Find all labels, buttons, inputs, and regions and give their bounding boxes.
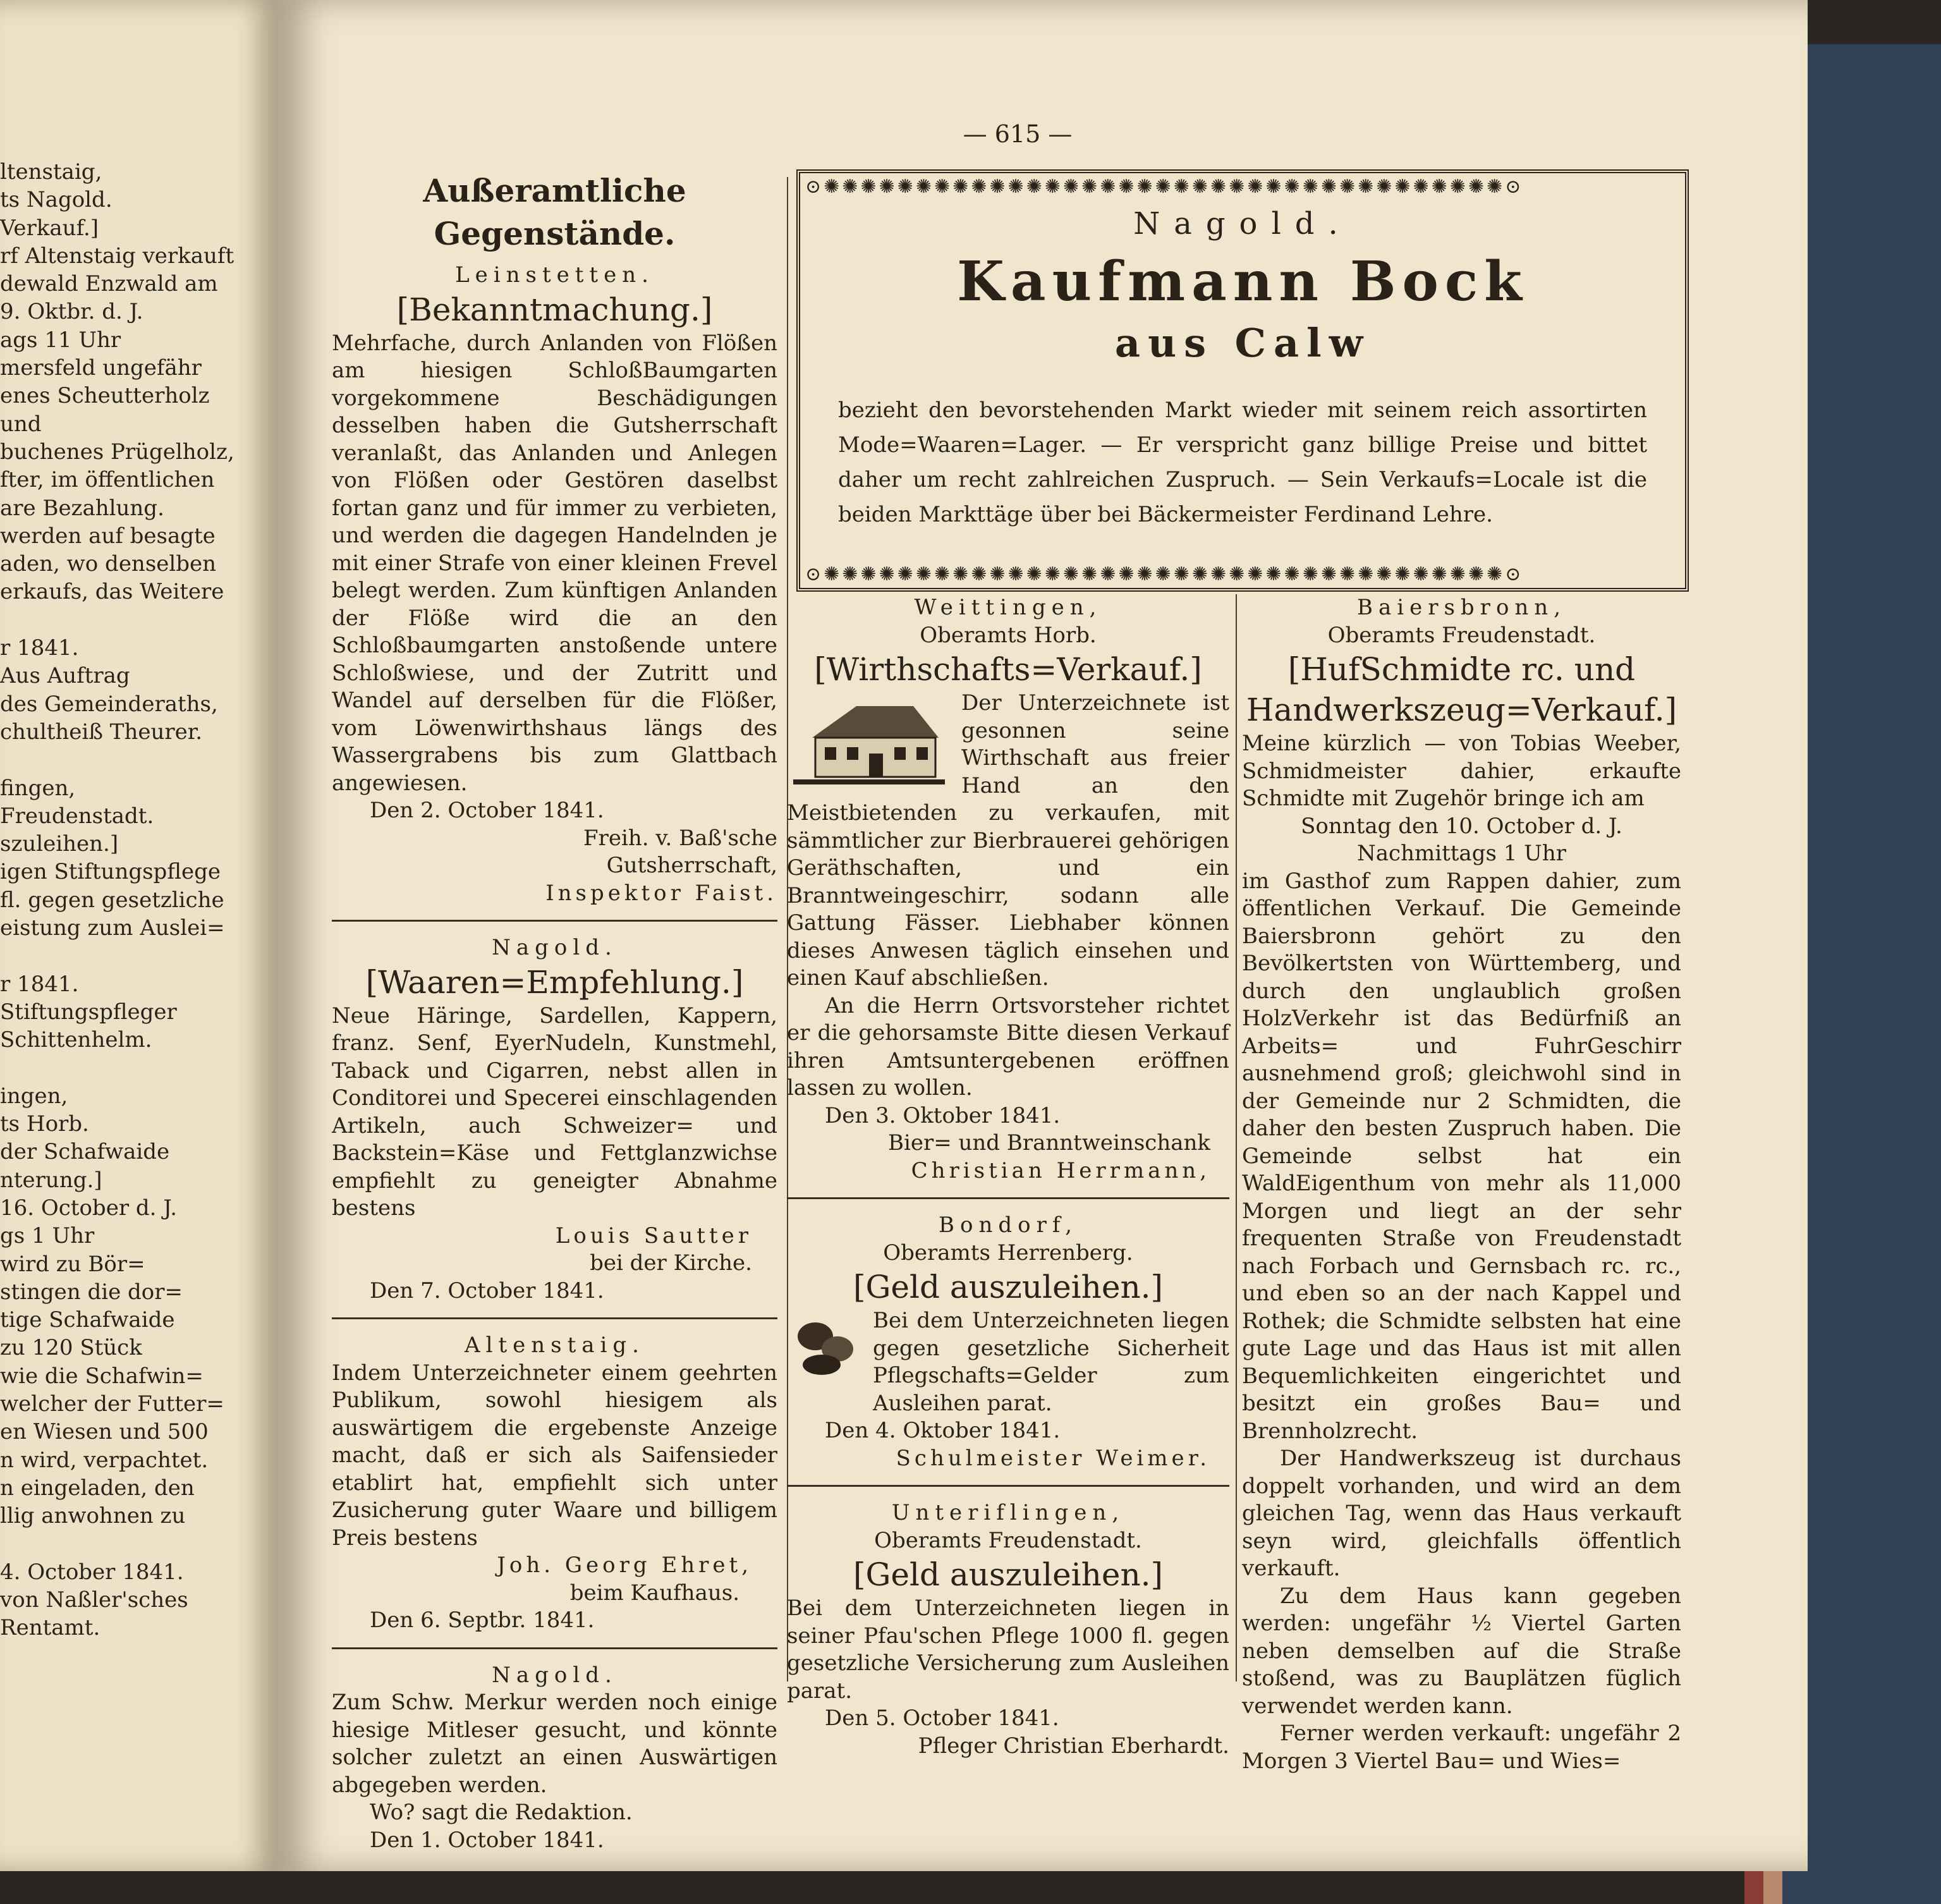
house-illustration [787, 693, 951, 796]
left-page-line: n wird, verpachtet. [0, 1447, 209, 1473]
ad-date: Den 1. October 1841. [370, 1827, 604, 1853]
ad-geld-unteriflingen [787, 1499, 1229, 1760]
left-page-line: fter, im öffentlichen [0, 467, 215, 493]
left-page-line: Freudenstadt. [0, 803, 154, 829]
left-page-line: wie die Schafwin= [0, 1363, 204, 1389]
left-page-line: ts Horb. [0, 1111, 89, 1137]
left-page-line: und [0, 411, 42, 437]
ad-wirthschafts-verkauf [787, 594, 1229, 1185]
left-page-line: von Naßler'sches [0, 1587, 188, 1613]
left-page-line: rf Altenstaig verkauft [0, 243, 234, 269]
left-page-line: gs 1 Uhr [0, 1223, 95, 1249]
left-page-line: n eingeladen, den [0, 1475, 195, 1501]
left-page-line: igen Stiftungspflege [0, 859, 221, 885]
ad-text: Bei dem Unterzeichneten liegen gegen gesetzliche Sicherheit Pflegschafts=Gelder zum Ausleihen parat. [873, 1308, 1229, 1416]
ad-text: Neue Häringe, Sardellen, Kappern, franz. Senf, EyerNudeln, Kunstmehl, Taback und Cigarren, nebst allen in Conditorei und Specerei einschlagenden Artikeln, auch Schweizer= und Backstein=Käse und Fettglanzwichse empfiehlt zu geneigter Abnahme bestens [332, 1003, 777, 1221]
ad-geld-bondorf [787, 1212, 1229, 1472]
ad-date: Den 5. October 1841. [825, 1706, 1059, 1731]
left-page-line [0, 606, 265, 634]
page-number: — 615 — [963, 120, 1073, 148]
ad-date: Den 3. Oktober 1841. [825, 1102, 1061, 1128]
ad-bekanntmachung [332, 262, 777, 907]
ad-title: [Geld auszuleihen.] [853, 1556, 1164, 1593]
left-page-line: stingen die dor= [0, 1279, 183, 1305]
ad-signature: Joh. Georg Ehret, [497, 1553, 752, 1578]
ad-signature: bei der Kirche. [590, 1250, 752, 1276]
left-page-line: r 1841. [0, 635, 79, 661]
ad-subplace: Oberamts Freudenstadt. [874, 1527, 1142, 1553]
ad-date: Den 4. Oktober 1841. [825, 1418, 1061, 1443]
ad-place: Bondorf, [938, 1212, 1078, 1238]
left-page-line: szuleihen.] [0, 831, 119, 857]
ad-place: Nagold. [1133, 206, 1352, 241]
ad-text: Bei dem Unterzeichneten liegen in seiner Pfau'schen Pflege 1000 fl. gegen gesetzliche Versicherung zum Ausleihen parat. [787, 1596, 1229, 1704]
ad-signature: Inspektor Faist. [545, 880, 777, 906]
ad-date: Den 6. Septbr. 1841. [370, 1608, 595, 1633]
left-page-line: are Bezahlung. [0, 495, 164, 521]
ad-title: [Bekanntmachung.] [396, 291, 713, 328]
ad-title: [HufSchmidte rc. und Handwerkszeug=Verkauf.] [1246, 651, 1677, 728]
ad-signature: Christian Herrmann, [911, 1157, 1210, 1183]
left-page-line [0, 1530, 265, 1558]
left-page-line: aden, wo denselben [0, 551, 217, 577]
left-page-line: des Gemeinderaths, [0, 691, 218, 717]
ad-place: Nagold. [492, 935, 618, 960]
column-1 [332, 169, 777, 1854]
column-2 [787, 594, 1229, 1760]
ad-signature: Freih. v. Baß'sche [583, 825, 777, 851]
hand-with-money-illustration [787, 1311, 863, 1388]
ad-time: Nachmittags 1 Uhr [1357, 841, 1566, 866]
ornament-border-top: ⊙✺✺✺✺✺✺✺✺✺✺✺✺✺✺✺✺✺✺✺✺✺✺✺✺✺✺✺✺✺✺✺✺✺✺✺✺✺⊙ [805, 176, 1524, 198]
ad-merchant-origin: aus Calw [1114, 320, 1371, 366]
left-page-line [0, 1054, 265, 1082]
left-page-line: Stiftungspfleger [0, 999, 177, 1025]
ad-place: Nagold. [492, 1662, 618, 1688]
left-page-line: ltenstaig, [0, 159, 102, 185]
ad-text: Wo? sagt die Redaktion. [370, 1800, 633, 1825]
left-page-line: Aus Auftrag [0, 663, 130, 689]
ad-text: Meine kürzlich — von Tobias Weeber, Schmidmeister dahier, erkaufte Schmidte mit Zugehör bringe ich am [1242, 731, 1681, 811]
left-page-line: llig anwohnen zu [0, 1503, 186, 1529]
ad-merchant-name: Kaufmann Bock [957, 250, 1528, 314]
ad-merkur [332, 1662, 777, 1855]
left-page-line: tige Schafwaide [0, 1307, 175, 1333]
left-page-line: ags 11 Uhr [0, 327, 121, 353]
ad-place: Baiersbronn, [1356, 595, 1567, 620]
column-divider [1236, 594, 1237, 1681]
left-page-text [0, 158, 265, 1642]
ad-date: Sonntag den 10. October d. J. [1301, 813, 1622, 839]
ad-subplace: Oberamts Freudenstadt. [1327, 622, 1596, 648]
left-page-line: zu 120 Stück [0, 1335, 142, 1361]
left-page-line: eistung zum Auslei= [0, 915, 225, 941]
left-page-line: mersfeld ungefähr [0, 355, 202, 381]
left-page-line: welcher der Futter= [0, 1391, 224, 1417]
left-page-line: chultheiß Theurer. [0, 719, 203, 745]
divider [332, 920, 777, 922]
left-page-line: 16. October d. J. [0, 1195, 178, 1221]
ad-text: Indem Unterzeichneter einem geehrten Publikum, sowohl hiesigem als auswärtigem die ergebenste Anzeige macht, daß er sich als Saifensieder etablirt hat, empfiehlt sich unter Zusicherung guter Waare und billigem Preis bestens [332, 1360, 777, 1551]
ad-title: [Geld auszuleihen.] [853, 1269, 1164, 1305]
ad-text: Der Unterzeichnete ist gesonnen seine Wirthschaft aus freier Hand an den Meistbietenden zu verkaufen, mit sämmtlicher zur Bierbrauerei gehörigen Geräthschaften, und ein Branntweingeschirr, sodann alle Gattung Fässer. Liebhaber können dieses Anwesen täglich einsehen und einen Kauf abschließen. [787, 690, 1229, 991]
divider [787, 1197, 1229, 1199]
ornament-border-bottom: ⊙✺✺✺✺✺✺✺✺✺✺✺✺✺✺✺✺✺✺✺✺✺✺✺✺✺✺✺✺✺✺✺✺✺✺✺✺✺⊙ [805, 563, 1524, 585]
left-page-line: 4. October 1841. [0, 1559, 184, 1585]
left-page-line: fl. gegen gesetzliche [0, 887, 224, 913]
boxed-ad-content [838, 198, 1647, 569]
ad-subplace: Oberamts Horb. [920, 622, 1097, 648]
left-page-line: 9. Oktbr. d. J. [0, 299, 143, 325]
ad-signature: Pfleger Christian Eberhardt. [918, 1733, 1229, 1759]
ad-signature: Gutsherrschaft, [606, 853, 777, 878]
ad-title: [Waaren=Empfehlung.] [365, 963, 744, 1001]
left-page-line: Verkauf.] [0, 215, 99, 241]
ad-text: Der Handwerkszeug ist durchaus doppelt vorhanden, und wird an dem gleichen Tag, wenn das Haus verkauft seyn wird, gleichfalls öffentlich verkauft. [1242, 1446, 1681, 1581]
left-page-line [0, 942, 265, 970]
left-page-line: werden auf besagte [0, 523, 216, 549]
ad-text: Mehrfache, durch Anlanden von Flößen am hiesigen SchloßBaumgarten vorgekommene Beschädigungen desselben haben die Gutsherrschaft veranlaßt, das Anlanden und Anlegen von Flößen oder Gestören daselbst fortan ganz und für immer zu verbieten, und werden die dagegen Handelnden je mit einer Strafe von einer kleinen Frevel belegt werden. Zum künftigen Anlanden der Flöße wird die an den Schloßbaumgarten anstoßende untere Schloßwiese, und der Zutritt und Wandel auf derselben für die Flößer, vom Löwenwirthshaus längs des Wassergrabens bis zum Glattbach angewiesen. [332, 330, 777, 796]
ad-signature: Bier= und Branntweinschank [887, 1130, 1210, 1156]
left-page-line: nterung.] [0, 1167, 102, 1193]
left-page-line: r 1841. [0, 971, 79, 997]
left-page-line: en Wiesen und 500 [0, 1419, 209, 1445]
left-page-line: erkaufs, das Weitere [0, 579, 224, 605]
divider [332, 1647, 777, 1649]
section-heading: Außeramtliche Gegenstände. [423, 172, 686, 252]
left-page-line: fingen, [0, 775, 76, 801]
left-page-line: buchenes Prügelholz, [0, 439, 234, 465]
ad-place: Weittingen, [914, 595, 1102, 620]
divider [332, 1317, 777, 1319]
left-page-line: dewald Enzwald am [0, 271, 218, 297]
left-page-line: Schittenhelm. [0, 1027, 152, 1053]
ad-text: bezieht den bevorstehenden Markt wieder mit seinem reich assortirten Mode=Waaren=Lager. — Er verspricht ganz billige Preise und bittet daher um recht zahlreichen Zuspruch. — Sein Verkaufs=Locale ist die beiden Markttäge über bei Bäckermeister Ferdinand Lehre. [838, 398, 1647, 527]
left-page-line [0, 746, 265, 774]
ad-date: Den 7. October 1841. [370, 1278, 604, 1303]
left-page-line: ts Nagold. [0, 187, 113, 213]
ad-waaren-empfehlung [332, 934, 777, 1305]
ad-date: Den 2. October 1841. [370, 798, 604, 823]
left-page-line: wird zu Bör= [0, 1251, 145, 1277]
ad-place: Leinstetten. [455, 262, 654, 288]
ad-text: Zum Schw. Merkur werden noch einige hiesige Mitleser gesucht, und könnte solcher zuletzt an einen Auswärtigen abgegeben werden. [332, 1690, 777, 1798]
left-page-line: Rentamt. [0, 1615, 100, 1641]
left-page-line: ingen, [0, 1083, 68, 1109]
ad-text: An die Herrn Ortsvorsteher richtet er die gehorsamste Bitte diesen Verkauf ihren Amtsuntergebenen eröffnen lassen zu wollen. [787, 992, 1229, 1101]
divider [787, 1485, 1229, 1487]
left-page-line: der Schafwaide [0, 1139, 170, 1165]
left-page [0, 0, 278, 1871]
ad-place: Unteriflingen, [891, 1500, 1125, 1525]
boxed-ad-kaufmann-bock [796, 169, 1689, 592]
column-3 [1242, 594, 1681, 1775]
ad-text: Ferner werden verkauft: ungefähr 2 Morgen 3 Viertel Bau= und Wies= [1242, 1721, 1681, 1774]
ad-signature: Schulmeister Weimer. [896, 1445, 1210, 1471]
ad-saifensieder [332, 1332, 777, 1635]
ad-place: Altenstaig. [465, 1333, 645, 1358]
left-page-line: enes Scheutterholz [0, 383, 210, 409]
ad-text: im Gasthof zum Rappen dahier, zum öffentlichen Verkauf. Die Gemeinde Baiersbronn gehört zu den Bevölkertsten von Württemberg, und durch den unglaublich großen HolzVerkehr ist das Bedürfniß an Arbeits= und FuhrGeschirr ausnehmend groß; gleichwohl sind in der Gemeinde nur 2 Schmidten, die daher den besten Zuspruch haben. Die Gemeinde selbst hat ein WaldEigenthum von mehr als 11,000 Morgen und liegt an der sehr frequenten Straße von Freudenstadt nach Forbach und Gernsbach rc. rc., und eben so an der nach Kappel und Rothek; die Schmidte selbsten hat eine gute Lage und das Haus ist mit allen Bequemlichkeiten eingerichtet und besitzt ein großes Bau= und Brennholzrecht. [1242, 868, 1681, 1444]
ad-signature: Louis Sautter [555, 1223, 752, 1248]
ad-signature: beim Kaufhaus. [569, 1580, 739, 1606]
ad-subplace: Oberamts Herrenberg. [883, 1240, 1133, 1266]
ad-text: Zu dem Haus kann gegeben werden: ungefähr ½ Viertel Garten neben demselben auf die Straße stoßend, was zu Bauplätzen füglich verwendet werden kann. [1242, 1583, 1681, 1719]
ad-title: [Wirthschafts=Verkauf.] [814, 651, 1202, 688]
